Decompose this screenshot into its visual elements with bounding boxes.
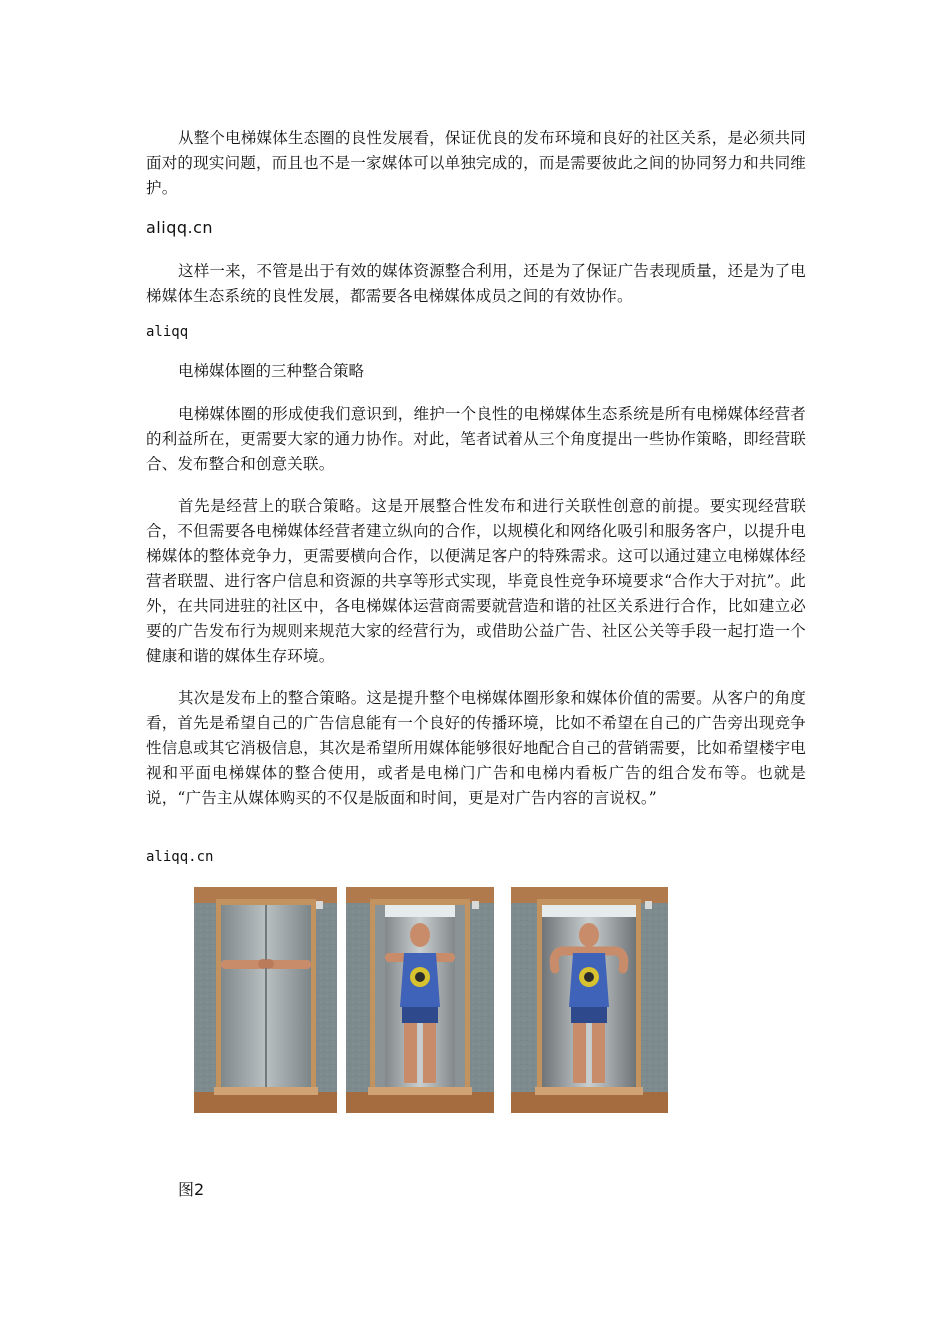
watermark-text: aliqq (146, 324, 189, 340)
paragraph-release-integration: 其次是发布上的整合策略。这是提升整个电梯媒体圈形象和媒体价值的需要。从客户的角度看，首先是希望自己的广告信息能有一个良好的传播环境，比如不希望在自己的广告旁出现竞争性信息或其它消极信息，其次是希望所用媒体能够很好地配合自己的营销需要，比如希望楼宇电视和平面电梯媒体的整合使用，或者是电梯门广告和电梯内看板广告的组合发布等。也就是说，“广告主从媒体购买的不仅是版面和时间，更是对广告内容的言说权。” (146, 689, 807, 807)
panel-closed-doors (194, 887, 337, 1113)
paragraph-business-alliance: 首先是经营上的联合策略。这是开展整合性发布和进行关联性创意的前提。要实现经营联合，不但需要各电梯媒体经营者建立纵向的合作，以规模化和网络化吸引和服务客户，以提升电梯媒体的整体竞争力，更需要横向合作，以便满足客户的特殊需求。这可以通过建立电梯媒体经营者联盟、进行客户信息和资源的共享等形式实现，毕竟良性竞争环境要求“合作大于对抗”。此外，在共同进驻的社区中，各电梯媒体运营商需要就营造和谐的社区关系进行合作，比如建立必要的广告发布行为规则来规范大家的经营行为，或借助公益广告、社区公关等手段一起打造一个健康和谐的媒体生存环境。 (146, 497, 806, 665)
paragraph-ecosystem: 从整个电梯媒体生态圈的良性发展看，保证优良的发布环境和良好的社区关系，是必须共同面对的现实问题，而且也不是一家媒体可以单独完成的，而是需要彼此之间的协同努力和共同维护。 (146, 129, 807, 197)
figure-caption: 图2 (178, 1180, 205, 1199)
paragraph-cooperation: 这样一来，不管是出于有效的媒体资源整合利用，还是为了保证广告表现质量，还是为了电梯媒体生态系统的良性发展，都需要各电梯媒体成员之间的有效协作。 (146, 262, 807, 305)
watermark-text: aliqq.cn (146, 218, 214, 237)
elevator-illustration (194, 887, 668, 1113)
paragraph-three-strategies: 电梯媒体圈的形成使我们意识到，维护一个良性的电梯媒体生态系统是所有电梯媒体经营者的利益所在，更需要大家的通力协作。对此，笔者试着从三个角度提出一些协作策略，即经营联合、发布整合和创意关联。 (146, 405, 807, 473)
watermark-text: aliqq.cn (146, 849, 214, 865)
section-heading: 电梯媒体圈的三种整合策略 (178, 362, 365, 380)
elevator-ad-figure (194, 887, 668, 1113)
panel-man-flexing (511, 887, 668, 1113)
panel-open-doors (346, 887, 494, 1113)
